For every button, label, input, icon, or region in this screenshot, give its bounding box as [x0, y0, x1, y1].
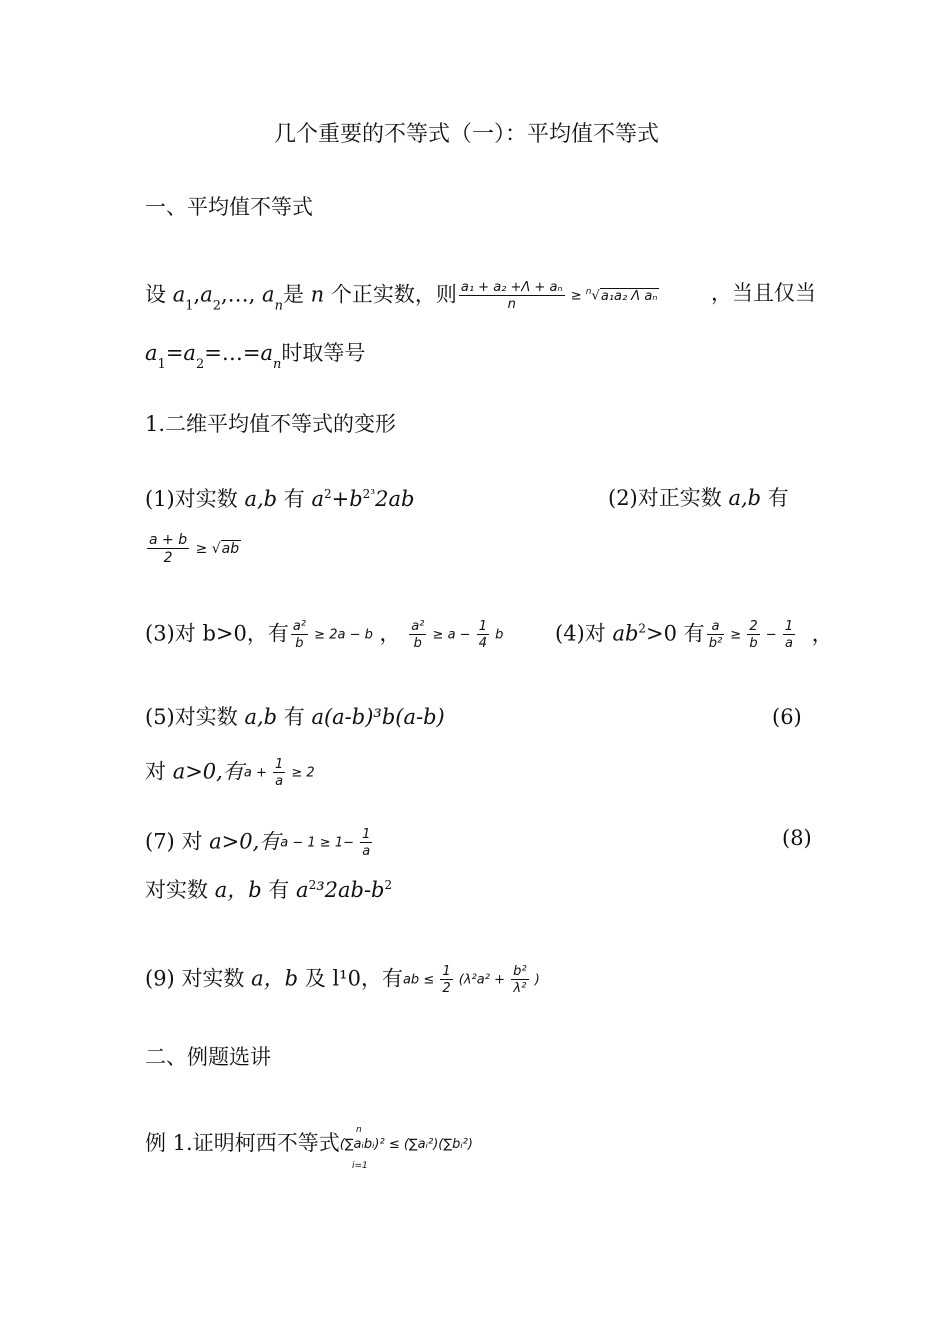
item-8-vars: a，b	[214, 878, 262, 902]
equality-text: 时取等号	[281, 341, 366, 365]
geq-sign: ≥	[195, 541, 208, 557]
item-9-label: (9)	[145, 966, 175, 991]
item-6-lead: 对	[145, 759, 166, 784]
item-2-den: 2	[147, 548, 189, 565]
item-9-paren-open: (λ²a² +	[458, 972, 505, 988]
item-7	[145, 828, 374, 858]
item-5	[145, 707, 445, 728]
sum-top-1: n	[356, 1125, 362, 1135]
item-2-fraction	[147, 533, 189, 565]
section-heading-mean-inequality: 一、平均值不等式	[145, 195, 313, 219]
item-8-sup-b: 2	[384, 878, 393, 892]
fraction-denominator: λ²	[511, 979, 528, 995]
arithmetic-mean-fraction	[459, 281, 565, 311]
fraction-numerator: a₁ + a₂ +Λ + aₙ	[460, 280, 563, 295]
equality-condition	[145, 343, 365, 371]
item-3-rhs-2b: b	[495, 627, 504, 643]
item-4	[555, 620, 833, 650]
item-2-formula	[145, 533, 241, 565]
item-6-cond: a>0,有	[172, 759, 244, 784]
item-2-label-line	[608, 488, 789, 509]
subsection-2d-variants: 1.二维平均值不等式的变形	[145, 412, 397, 436]
fraction-denominator: n	[459, 295, 565, 311]
equals-dots: =…=	[204, 341, 261, 365]
item-2-you: 有	[767, 486, 789, 510]
item-3-rhs-2a: ≥ a −	[432, 627, 471, 643]
item-8-mid: ³2ab-b	[316, 878, 385, 902]
item-8-label: (8)	[782, 826, 812, 850]
item-1-a: a	[311, 487, 324, 511]
var-a: a	[183, 341, 196, 365]
var-a: a	[200, 282, 213, 307]
item-9-paren-close: )	[534, 972, 540, 988]
var-a: a	[172, 282, 186, 307]
item-4-tail: ，	[811, 621, 833, 646]
geq-sign: ≥	[570, 288, 582, 304]
equals-sign: =	[165, 341, 184, 365]
var-n: n	[310, 282, 325, 307]
page-title: 几个重要的不等式（一）：平均值不等式	[274, 122, 660, 147]
item-4-ab: ab	[612, 621, 639, 646]
item-7-label: (7)	[145, 829, 175, 854]
fraction-numerator: 1	[274, 757, 284, 772]
fraction-numerator: a²	[292, 619, 307, 634]
comma-dots: ,…,	[221, 282, 256, 307]
item-3-fraction-2	[409, 620, 426, 650]
fraction-denominator: 2	[442, 981, 451, 996]
fraction-denominator: a	[360, 842, 372, 858]
item-1-plus-b: +b	[331, 487, 363, 511]
item-1-sup-b: 2³	[362, 487, 376, 501]
item-3-cond: b>0，有	[202, 621, 289, 646]
item-8-you: 有	[268, 878, 290, 902]
item-9-half	[440, 965, 452, 995]
fraction-denominator: b²	[708, 636, 723, 651]
item-8	[145, 879, 392, 901]
item-7-lead: 对	[181, 829, 203, 854]
comma: ,	[193, 282, 201, 307]
item-5-label: (5)对实数	[145, 705, 238, 729]
item-7-cond: a>0,有	[209, 829, 281, 854]
fraction-denominator: b	[409, 634, 426, 650]
fraction-numerator: 1	[362, 827, 371, 842]
var-a: a	[260, 341, 273, 365]
intro-shi: 是	[282, 282, 304, 307]
item-3-sep: ，	[379, 621, 401, 646]
item-3-formula-1	[289, 620, 373, 650]
subscript-n: n	[274, 298, 283, 314]
item-7-formula	[280, 828, 374, 858]
item-1-2ab: 2ab	[375, 487, 415, 511]
subscript-2: 2	[195, 357, 205, 372]
fraction-numerator: 2	[749, 619, 758, 634]
item-1-you: 有	[283, 487, 305, 511]
item-2-label: (2)对正实数	[608, 486, 722, 510]
item-4-fraction-1	[707, 620, 724, 650]
fraction-denominator: a	[783, 634, 795, 650]
subscript-2: 2	[212, 298, 221, 314]
item-6-fraction	[273, 758, 285, 788]
geq-sign: ≥	[730, 627, 742, 643]
example-1	[145, 1133, 473, 1154]
intro-positive-text: 个正实数，则	[330, 282, 457, 307]
item-8-lead: 对实数	[145, 878, 208, 902]
item-6-lhs: a +	[243, 765, 267, 781]
subscript-n: n	[272, 357, 282, 372]
radical-sign: √	[211, 541, 221, 557]
root-index: n	[585, 287, 592, 298]
root-body: a₁a₂ Λ aₙ	[600, 288, 658, 304]
item-6-rhs: ≥ 2	[291, 765, 315, 781]
item-8-sup: 2	[308, 878, 317, 892]
example-1-label: 例 1.证明柯西不等式	[145, 1131, 340, 1155]
item-9	[145, 965, 540, 995]
intro-tail: ，当且仅当	[711, 281, 816, 305]
item-4-fraction-3	[783, 620, 795, 650]
item-9-fraction	[511, 965, 528, 995]
cauchy-inequality-formula: (∑aᵢbᵢ)² ≤ (∑aᵢ²)(∑bᵢ²)	[339, 1137, 473, 1152]
radical-sign: √	[591, 288, 600, 304]
item-8-a: a	[296, 878, 309, 902]
item-5-you: 有	[283, 705, 305, 729]
item-4-cond: >0 有	[646, 621, 705, 646]
minus-sign: −	[765, 627, 777, 643]
item-3-rhs-1: ≥ 2a − b	[314, 627, 373, 643]
item-2-root: ab	[221, 541, 240, 557]
sum-limits-bottom	[352, 1162, 368, 1171]
item-9-vars: a，b	[251, 966, 299, 991]
item-3-label: (3)对	[145, 621, 196, 646]
item-9-lambda: l¹0，有	[332, 966, 403, 991]
item-3-formula-2	[407, 620, 503, 650]
var-a: a	[262, 282, 275, 307]
fraction-denominator: a	[273, 772, 285, 788]
intro-lead: 设	[145, 282, 166, 307]
item-1-label: (1)对实数	[145, 487, 238, 511]
item-1-sup: 2	[323, 487, 332, 501]
item-3-fraction-1	[291, 620, 308, 650]
item-9-lead: 对实数	[181, 966, 245, 991]
item-4-formula	[705, 620, 797, 650]
intro-statement	[145, 281, 659, 313]
fraction-numerator: a	[711, 619, 720, 634]
fraction-numerator: 1	[442, 964, 451, 979]
fraction-numerator: 1	[478, 619, 487, 634]
item-4-fraction-2	[747, 620, 759, 650]
sum-limits-top	[356, 1126, 362, 1135]
item-2-vars: a,b	[728, 486, 762, 510]
item-9-formula	[403, 965, 540, 995]
fraction-denominator: b	[291, 634, 308, 650]
item-3-quarter	[477, 620, 489, 650]
item-4-label: (4)对	[555, 621, 606, 646]
subscript-1: 1	[185, 298, 194, 314]
item-1	[145, 488, 414, 510]
item-1-vars: a,b	[244, 487, 278, 511]
section-heading-examples: 二、例题选讲	[145, 1045, 271, 1069]
item-5-vars: a,b	[244, 705, 278, 729]
subscript-1: 1	[157, 357, 166, 372]
item-7-fraction	[360, 828, 372, 858]
item-9-conj: 及	[304, 966, 326, 991]
item-4-sup: 2	[638, 621, 647, 636]
item-9-lhs: ab ≤	[402, 972, 435, 988]
fraction-numerator: b²	[513, 964, 527, 979]
item-2-num: a + b	[149, 532, 188, 548]
item-6	[145, 758, 315, 788]
sum-bottom-1: i=1	[352, 1161, 368, 1171]
item-6-formula	[244, 758, 315, 788]
fraction-numerator: a²	[411, 619, 425, 634]
item-7-lhs: a − 1 ≥ 1−	[280, 835, 354, 851]
item-6-label: (6)	[772, 705, 802, 729]
item-5-expr: a(a-b)³b(a-b)	[311, 705, 445, 729]
mean-inequality-formula	[457, 281, 660, 311]
fraction-denominator: 4	[478, 636, 487, 651]
var-a: a	[145, 341, 158, 365]
item-3	[145, 620, 503, 650]
fraction-numerator: 1	[784, 619, 794, 634]
fraction-denominator: b	[747, 634, 759, 650]
